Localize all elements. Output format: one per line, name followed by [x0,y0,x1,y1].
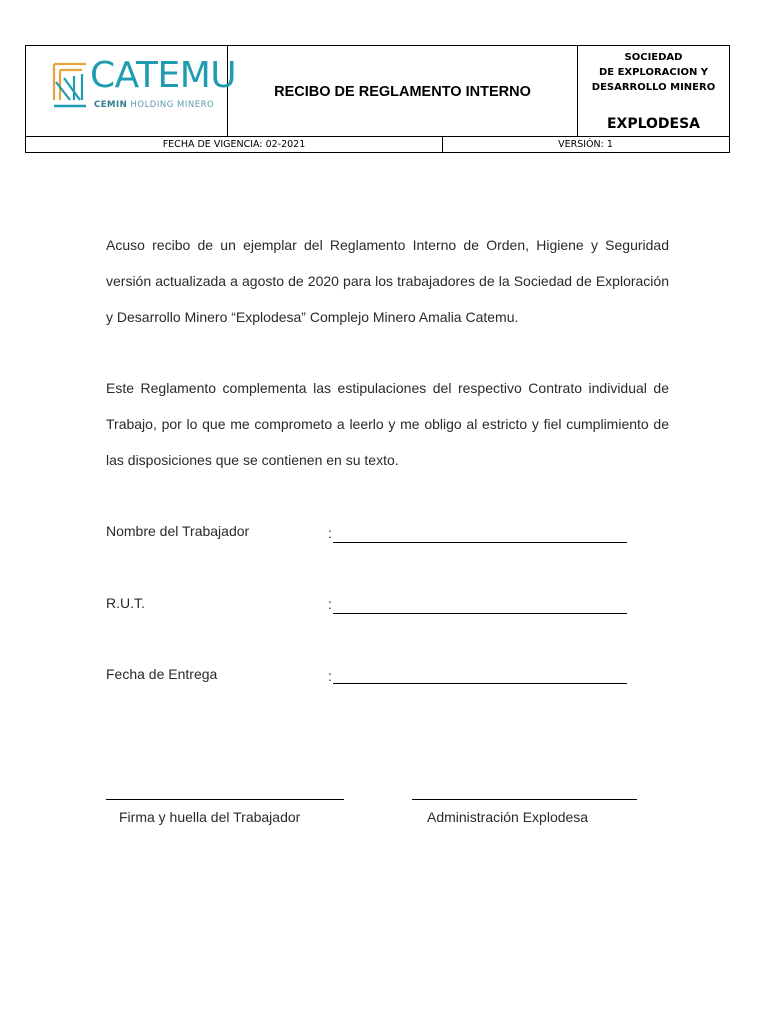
worker-name-colon: : [328,525,332,541]
admin-signature-label: Administración Explodesa [427,809,589,825]
delivery-date-label: Fecha de Entrega [106,666,218,682]
delivery-date-field[interactable] [333,667,627,684]
worker-name-label: Nombre del Trabajador [106,523,250,539]
header-top-row [25,45,730,137]
document-version: VERSIÓN: 1 [558,139,613,150]
worker-signature-label: Firma y huella del Trabajador [119,809,301,825]
logo-tagline-brand: CEMIN [94,100,128,110]
rut-field[interactable] [333,597,627,614]
company-name-line-1: SOCIEDAD [624,52,683,63]
rut-colon: : [328,596,332,612]
worker-signature-line[interactable] [106,784,344,800]
logo-cell [26,46,237,136]
worker-name-field[interactable] [333,526,627,543]
logo-tagline [94,100,214,110]
document-header [25,45,730,153]
rut-label: R.U.T. [106,595,145,611]
logo-tagline-rest: HOLDING MINERO [130,100,215,110]
company-name [578,50,729,95]
header-bottom-row [25,136,730,153]
delivery-date-colon: : [328,668,332,684]
logo-wordmark: CATEMU [90,55,237,96]
company-name-line-3: DESARROLLO MINERO [591,82,716,93]
effective-date: FECHA DE VIGENCIA: 02-2021 [26,137,443,152]
document-title: RECIBO DE REGLAMENTO INTERNO [274,84,531,100]
receipt-paragraph: Acuso recibo de un ejemplar del Reglamento Interno de Orden, Higiene y Seguridad versión actualizada a agosto de 2020 para los trabajadores de la Sociedad de Exploración y Desarrollo Minero “Explodesa” Complejo Minero Amalia Catemu. [106,237,669,325]
admin-signature-line[interactable] [412,784,637,800]
company-brand: EXPLODESA [606,116,701,132]
company-cell [578,46,729,136]
catemu-logo-icon [52,60,88,110]
company-name-line-2: DE EXPLORACION Y [598,67,709,78]
title-cell [228,46,578,136]
obligation-paragraph: Este Reglamento complementa las estipulaciones del respectivo Contrato individual de Trabajo, por lo que me comprometo a leerlo y me obligo al estricto y fiel cumplimiento de las disposiciones que se contienen en su texto. [106,380,669,468]
